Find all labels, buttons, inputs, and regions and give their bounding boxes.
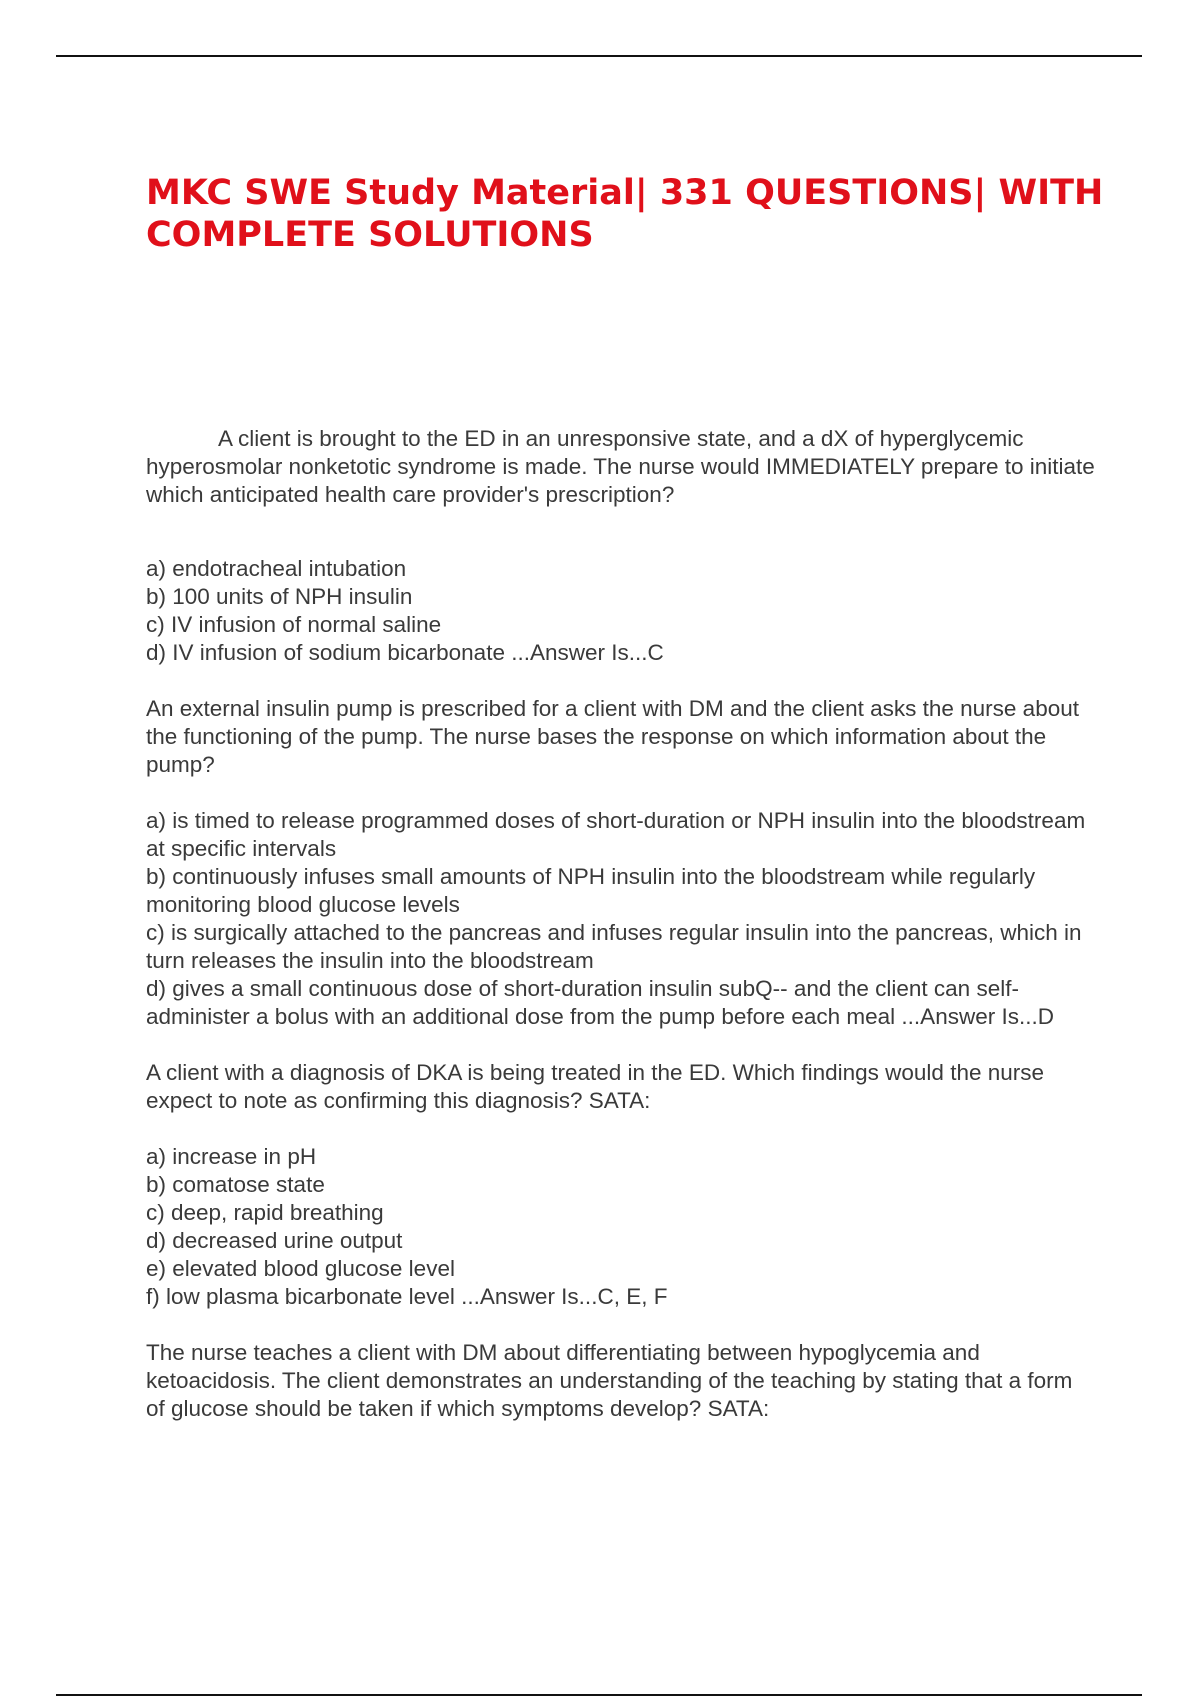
question-4-text: The nurse teaches a client with DM about differentiating between hypoglycemia and ketoacidosis. The client demonstrates an understanding of the teaching by stating that a form of glucose should be taken if which symptoms develop? SATA: [146, 1340, 1073, 1421]
option-item: c) deep, rapid breathing [146, 1200, 384, 1225]
option-item: a) endotracheal intubation [146, 556, 407, 581]
option-item: d) gives a small continuous dose of short-duration insulin subQ-- and the client can self-administer a bolus with an additional dose from the pump before each meal ...Answer Is...D [146, 976, 1054, 1029]
option-item: a) increase in pH [146, 1144, 317, 1169]
option-item: e) elevated blood glucose level [146, 1256, 455, 1281]
question-3-options [146, 1143, 1096, 1311]
question-2-text: An external insulin pump is prescribed for a client with DM and the client asks the nurse about the functioning of the pump. The nurse bases the response on which information about the pump? [146, 696, 1079, 777]
option-item: f) low plasma bicarbonate level ...Answer Is...C, E, F [146, 1284, 668, 1309]
option-item: a) is timed to release programmed doses of short-duration or NPH insulin into the bloodstream at specific intervals [146, 808, 1086, 861]
document-title: MKC SWE Study Material| 331 QUESTIONS| WITH COMPLETE SOLUTIONS [146, 173, 1104, 255]
question-3-text: A client with a diagnosis of DKA is being treated in the ED. Which findings would the nurse expect to note as confirming this diagnosis? SATA: [146, 1060, 1045, 1113]
option-item: b) comatose state [146, 1172, 325, 1197]
question-1-text: A client is brought to the ED in an unresponsive state, and a dX of hyperglycemic hyperosmolar nonketotic syndrome is made. The nurse would IMMEDIATELY prepare to initiate which anticipated health care provider's prescription? [146, 426, 1095, 507]
question-2-options [146, 807, 1096, 1031]
option-item: b) 100 units of NPH insulin [146, 584, 413, 609]
option-item: d) IV infusion of sodium bicarbonate ...Answer Is...C [146, 640, 664, 665]
document-body [146, 425, 1096, 1423]
footer-divider [56, 1694, 1142, 1696]
option-item: c) is surgically attached to the pancreas and infuses regular insulin into the pancreas, which in turn releases the insulin into the bloodstream [146, 920, 1082, 973]
header-divider [56, 55, 1142, 57]
question-1-options [146, 555, 1096, 667]
option-item: b) continuously infuses small amounts of NPH insulin into the bloodstream while regularly monitoring blood glucose levels [146, 864, 1036, 917]
option-item: d) decreased urine output [146, 1228, 403, 1253]
option-item: c) IV infusion of normal saline [146, 612, 442, 637]
